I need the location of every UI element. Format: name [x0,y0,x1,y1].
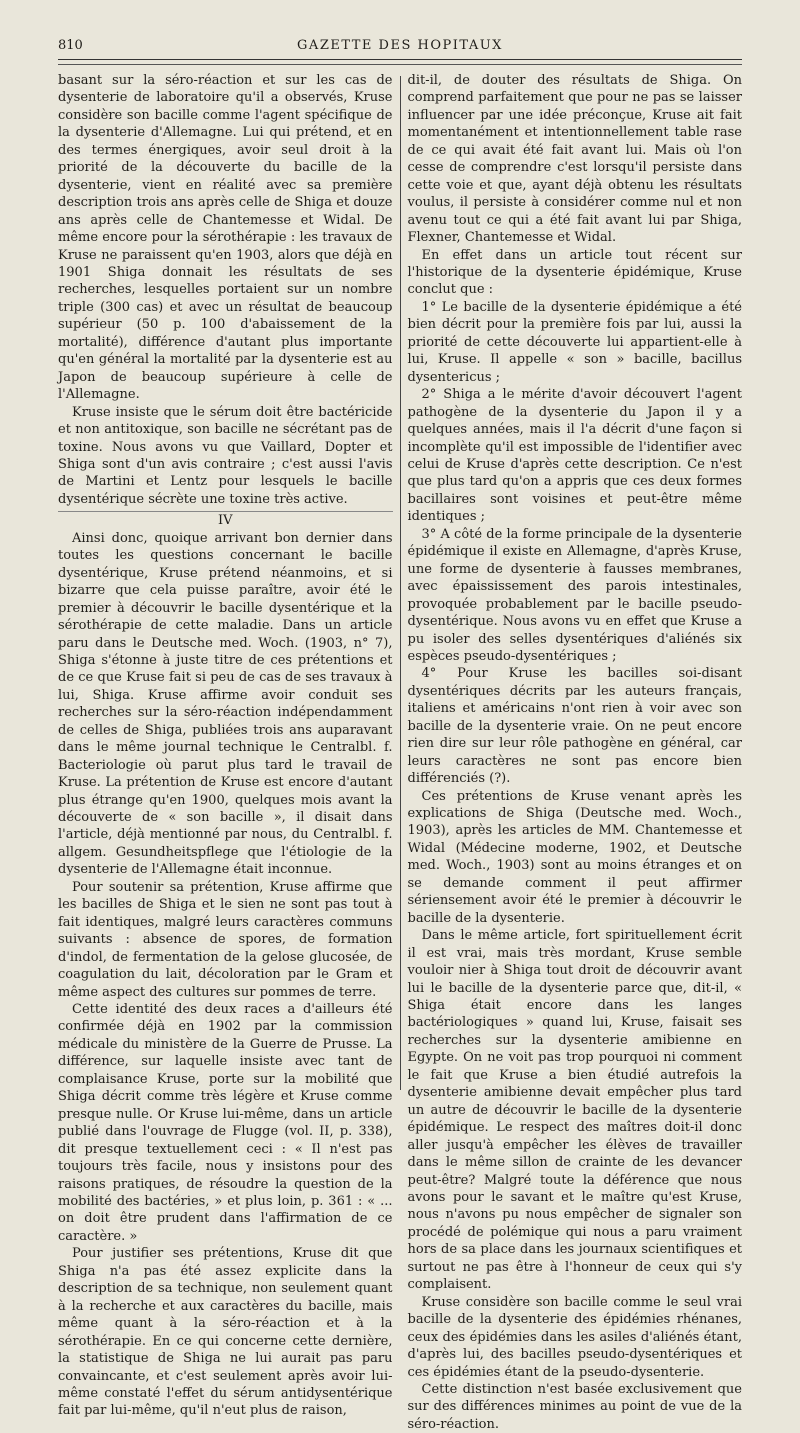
left-paragraph-4: Pour soutenir sa prétention, Kruse affirme que les bacilles de Shiga et le sien ne sont pas tout à fait identiques, malgré leurs caractères communs suivants : absence de spores, de formation d'indol, de fermentation de la gelose glucosée, de coagulation du lait, décoloration par le Gram et même aspect des cultures sur pommes de terre. [58,879,393,1000]
right-paragraph-4: 2° Shiga a le mérite d'avoir découvert l'agent pathogène de la dysenterie du Japon il y a quelques années, mais il l'a décrit d'une façon si incomplète qu'il est impossible de l'identifier avec celui de Kruse d'après cette description. Ce n'est que plus tard qu'on a appris que ces deux formes bacillaires sont voisines et peut-être même identiques ; [407,387,742,525]
right-paragraph-2: En effet dans un article tout récent sur l'historique de la dysenterie épidémique, Kruse conclut que : [407,247,742,298]
header-rule-secondary [58,64,742,65]
right-paragraph-7: Ces prétentions de Kruse venant après les explications de Shiga (Deutsche med. Woch., 1903), après les articles de MM. Chantemesse et Widal (Médecine moderne, 1902, et Deutsche med. Woch., 1903) sont au moins étranges et on se demande comment il peut affirmer sériensement avoir été le premier à découvrir le bacille de la dysenterie. [407,788,742,926]
left-paragraph-5: Cette identité des deux races a d'ailleurs été confirmée déjà en 1902 par la commission médicale du ministère de la Guerre de Prusse. La différence, sur laquelle insiste avec tant de complaisance Kruse, porte sur la mobilité que Shiga décrit comme très légère et Kruse comme presque nulle. Or Kruse lui-même, dans un article publié dans l'ouvrage de Flugge (vol. II, p. 338), dit presque textuellement ceci : « Il n'est pas toujours très facile, nous y insistons pour des raisons pratiques, de résoudre la question de la mobilité des bactéries, » et plus loin, p. 361 : « ... on doit être prudent dans l'affirmation de ce caractère. » [58,1002,393,1244]
left-paragraph-2: Kruse insiste que le sérum doit être bactéricide et non antitoxique, son bacille ne sécrétant pas de toxine. Nous avons vu que Vaillard, Dopter et Shiga sont d'un avis contraire ; c'est aussi l'avis de Martini et Lentz pour lesquels le bacille dysentérique sécrète une toxine très active. [58,404,393,507]
left-paragraph-3: Ainsi donc, quoique arrivant bon dernier dans toutes les questions concernant le bacille dysentérique, Kruse prétend néanmoins, et si bizarre que cela puisse paraître, avoir été le premier à découvrir le bacille dysentérique et la sérothérapie de cette maladie. Dans un article paru dans le Deutsche med. Woch. (1903, n° 7), Shiga s'étonne à juste titre de ces prétentions et de ce que Kruse fait si peu de cas de ses travaux à lui, Shiga. Kruse affirme avoir conduit ses recherches sur la séro-réaction indépendamment de celles de Shiga, publiées trois ans auparavant dans le même journal technique le Centralbl. f. Bacteriologie où parut plus tard le travail de Kruse. La prétention de Kruse est encore d'autant plus étrange qu'en 1900, quelques mois avant la découverte de « son bacille », il disait dans l'article, déjà mentionné par nous, du Centralbl. f. allgem. Gesundheitspflege que l'étiologie de la dysenterie de l'Allemagne était inconnue. [58,530,393,878]
right-paragraph-10: Cette distinction n'est basée exclusivement que sur des différences minimes au point de vue de la séro-réaction. [407,1381,742,1432]
right-paragraph-9: Kruse considère son bacille comme le seul vrai bacille de la dysenterie des épidémies rhénanes, ceux des épidémies dans les asiles d'aliénés étant, d'après lui, des bacilles pseudo-dysentériques et ces épidémies étant de la pseudo-dysenterie. [407,1294,742,1380]
left-column [58,72,400,1419]
right-paragraph-5: 3° A côté de la forme principale de la dysenterie épidémique il existe en Allemagne, d'après Kruse, une forme de dysenterie à fausses membranes, avec épaississement des parois intestinales, provoquée probablement par le bacille pseudo-dysentérique. Nous avons vu en effet que Kruse a pu isoler des selles dysentériques d'aliénés six espèces pseudo-dysentériques ; [407,526,742,664]
section-number: IV [217,513,233,529]
right-paragraph-6: 4° Pour Kruse les bacilles soi-disant dysentériques décrits par les auteurs français, italiens et américains n'ont rien à voir avec son bacille de la dysenterie vraie. On ne peut encore rien dire sur leur rôle pathogène en général, car leurs caractères ne sont pas encore bien différenciés (?). [407,666,742,787]
left-paragraph-6: Pour justifier ses prétentions, Kruse dit que Shiga n'a pas été assez explicite dans la description de sa technique, non seulement quant à la recherche et aux caractères du bacille, mais même quant à la séro-réaction et à la sérothérapie. En ce qui concerne cette dernière, la statistique de Shiga ne lui aurait pas paru convaincante, et c'est seulement après avoir lui-même constaté l'effet du sérum antidysentérique fait par lui-même, qu'il n'eut plus de raison, [58,1246,393,1419]
left-paragraph-1: basant sur la séro-réaction et sur les cas de dysenterie de laboratoire qu'il a observés, Kruse considère son bacille comme l'agent spécifique de la dysenterie d'Allemagne. Lui qui prétend, et en des termes énergiques, avoir seul droit à la priorité de la découverte du bacille de la dysenterie, vient en réalité avec sa première description trois ans après celle de Shiga et douze ans après celle de Chantemesse et Widal. De même encore pour la sérothérapie : les travaux de Kruse ne paraissent qu'en 1903, alors que déjà en 1901 Shiga donnait les résultats de ses recherches, lesquelles portaient sur un nombre triple (300 cas) et avec un résultat de beaucoup supérieur (50 p. 100 d'abaissement de la mortalité), différence d'autant plus importante qu'en général la mortalité par la dysenterie est au Japon de beaucoup supérieure à celle de l'Allemagne. [58,73,393,403]
right-paragraph-1: dit-il, de douter des résultats de Shiga. On comprend parfaitement que pour ne pas se laisser influencer par une idée préconçue, Kruse ait fait momentanément et intentionnellement table rase de ce qui avait été fait avant lui. Mais où l'on cesse de comprendre c'est lorsqu'il persiste dans cette voie et que, ayant déjà obtenu les résultats voulus, il persiste à considérer comme nul et non avenu tout ce qui a été fait avant lui par Shiga, Flexner, Chantemesse et Widal. [407,73,742,246]
right-paragraph-8: Dans le même article, fort spirituellement écrit il est vrai, mais très mordant, Kruse semble vouloir nier à Shiga tout droit de découvrir avant lui le bacille de la dysenterie parce que, dit-il, « Shiga était encore dans les langes bactériologiques » quand lui, Kruse, faisait ses recherches sur la dysenterie amibienne en Egypte. On ne voit pas trop pourquoi ni comment le fait que Kruse a bien étudié autrefois la dysenterie amibienne devait empêcher plus tard un autre de découvrir le bacille de la dysenterie épidémique. Le respect des maîtres doit-il donc aller jusqu'à empêcher les élèves de travailler dans le même sillon de crainte de les devancer peut-être? Malgré toute la déférence que nous avons pour le savant et le maître qu'est Kruse, nous n'avons pu nous empêcher de signaler son procédé de polémique qui nous a paru vraiment hors de sa place dans les journaux scientifiques et surtout ne pas être à l'honneur de ceux qui s'y complaisent. [407,928,742,1293]
journal-title: GAZETTE DES HOPITAUX [297,38,503,53]
two-column-body [58,72,742,1432]
header-rule [58,59,742,60]
right-paragraph-3: 1° Le bacille de la dysenterie épidémique a été bien décrit pour la première fois par lui, aussi la priorité de cette découverte lui appartient-elle à lui, Kruse. Il appelle « son » bacille, bacillus dysentericus ; [407,299,742,385]
right-column [401,72,743,1432]
page-number: 810 [58,38,83,53]
running-header [58,38,742,53]
